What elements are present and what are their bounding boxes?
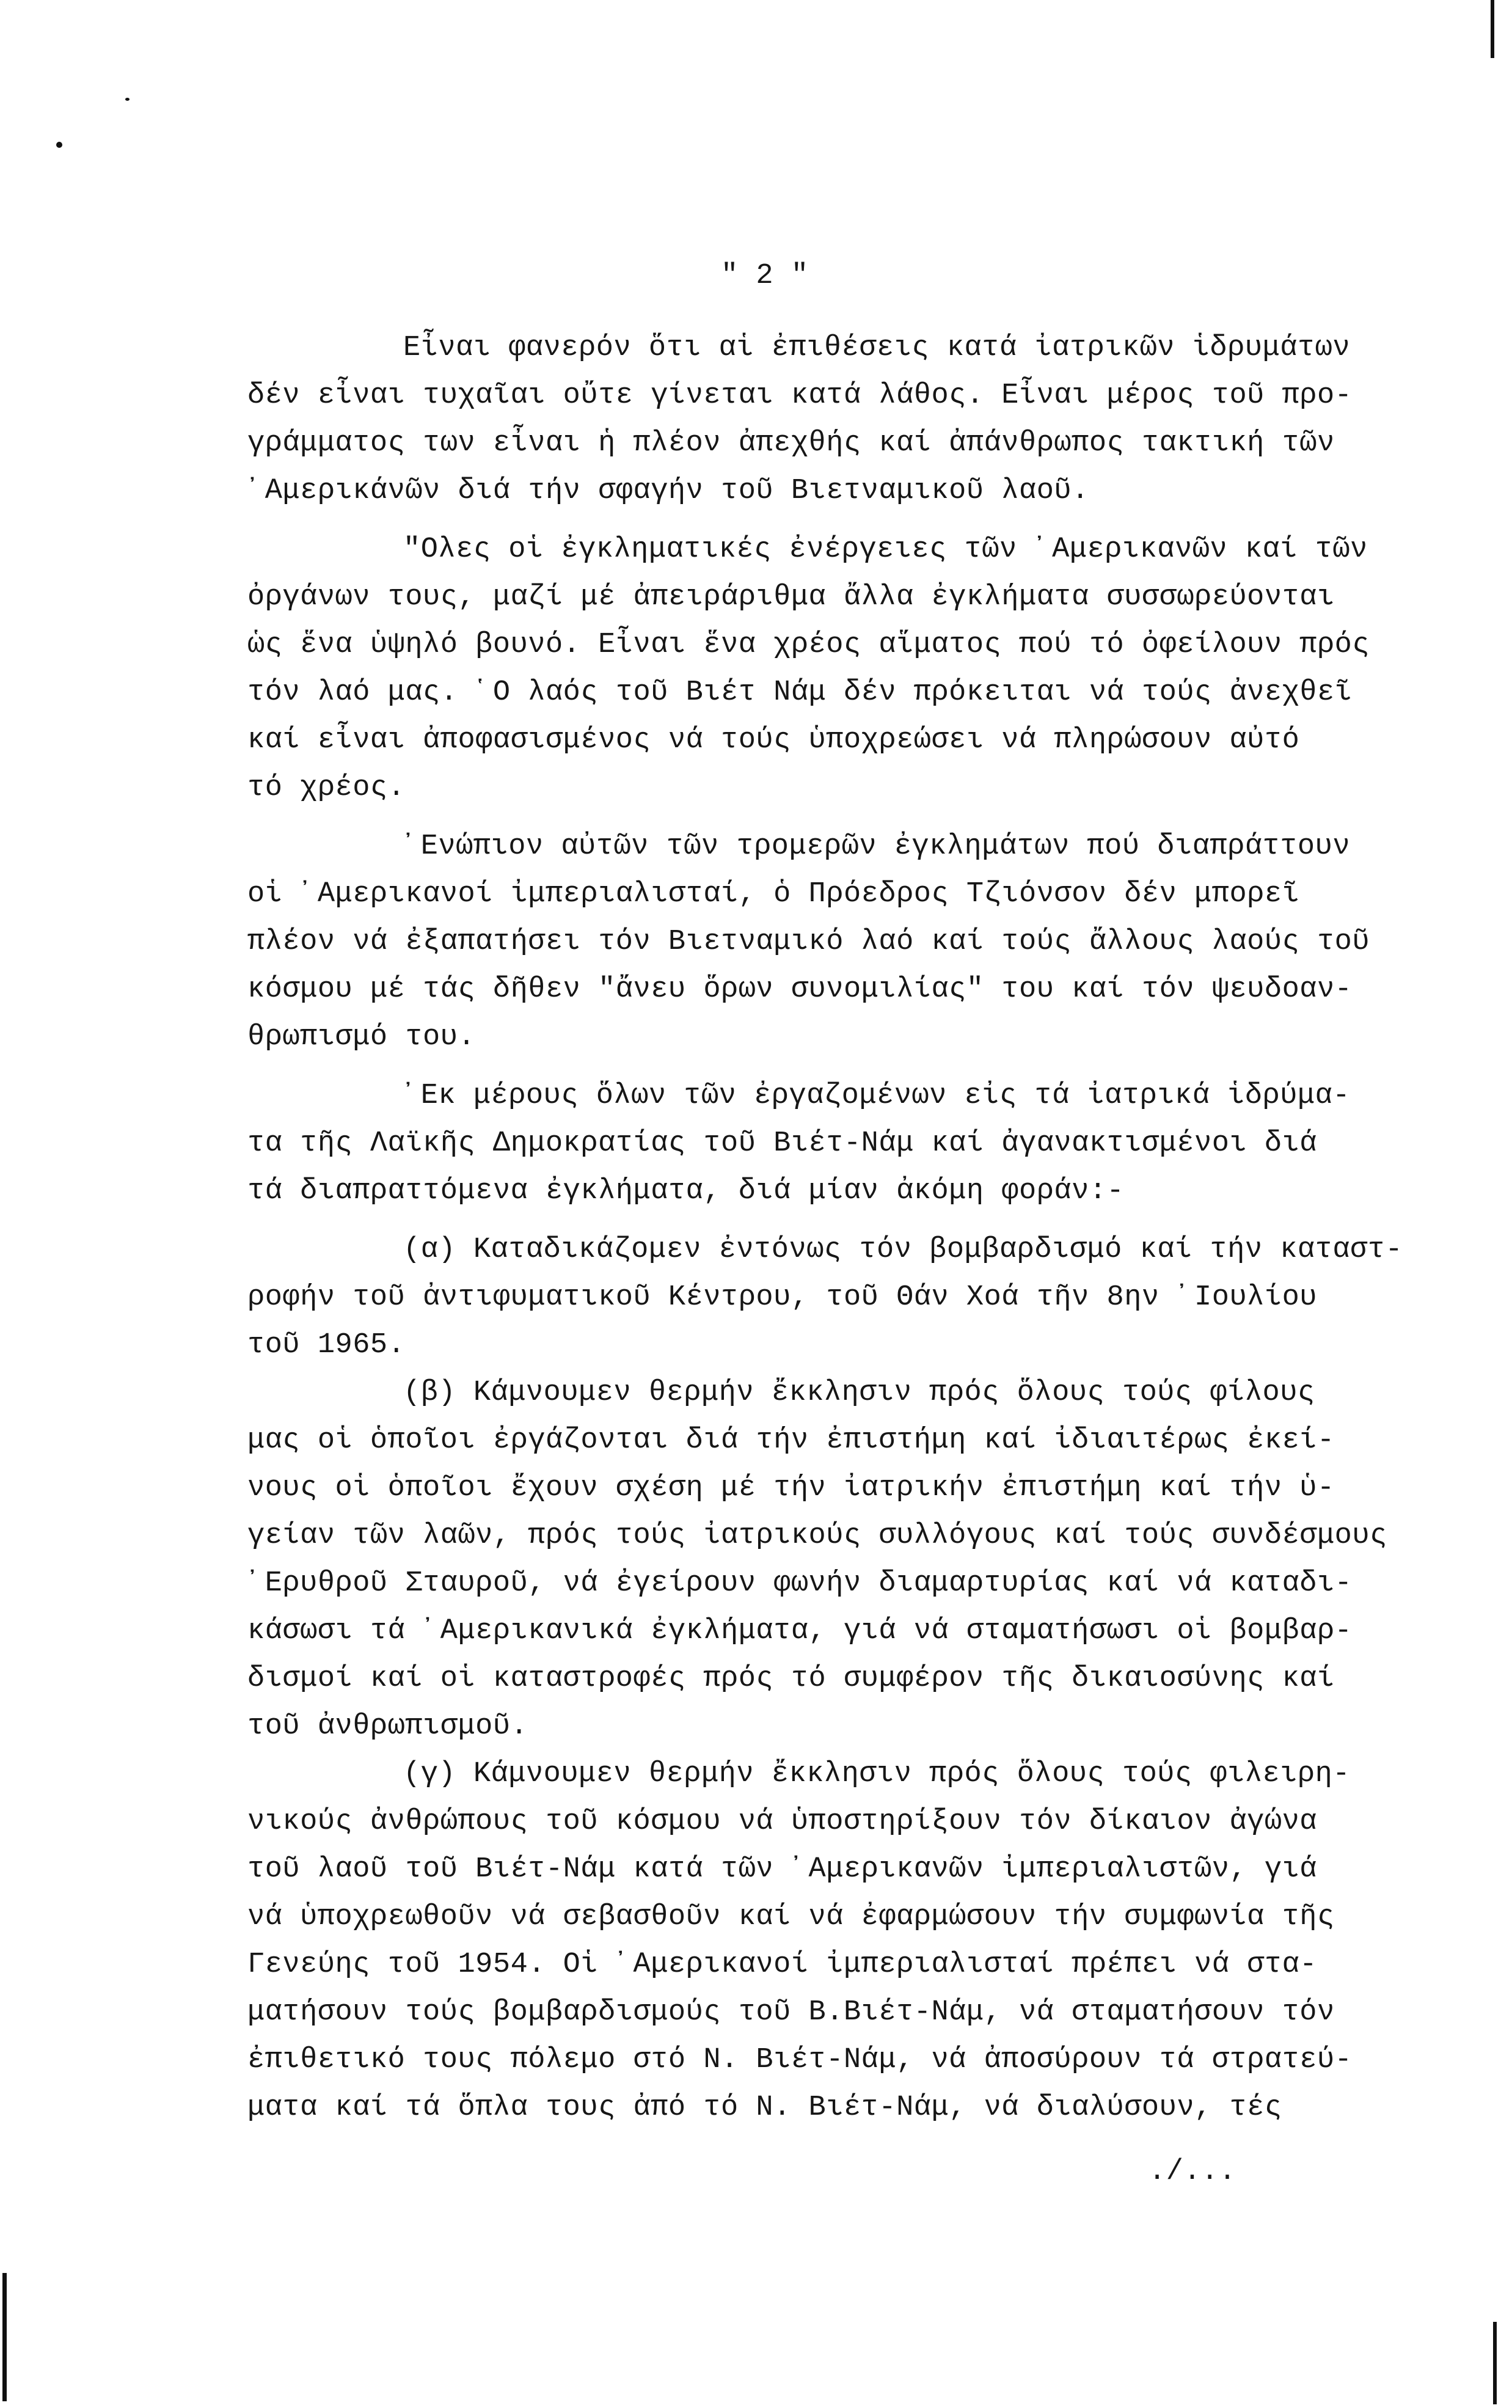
text-line: "Ολες οἱ ἐγκληματικές ἐνέργειες τῶν ᾿Αμερικανῶν καί τῶν bbox=[403, 533, 1368, 566]
text-line: ὀργάνων τους, μαζί μέ ἀπειράριθμα ἄλλα ἐγκλήματα συσσωρεύονται bbox=[247, 581, 1335, 613]
text-line: δισμοί καί οἱ καταστροφές πρός τό συμφέρον τῆς δικαιοσύνης καί bbox=[247, 1663, 1335, 1695]
text-line: ᾿Αμερικάνῶν διά τήν σφαγήν τοῦ Βιετναμικοῦ λαοῦ. bbox=[247, 475, 1089, 507]
page-number: " 2 " bbox=[721, 260, 809, 292]
text-line: κόσμου μέ τάς δῆθεν "ἄνευ ὅρων συνομιλίας" του καί τόν ψευδοαν- bbox=[247, 973, 1353, 1006]
text-line: τόν λαό μας. ῾Ο λαός τοῦ Βιέτ Νάμ δέν πρόκειται νά τούς ἀνεχθεῖ bbox=[247, 676, 1353, 709]
text-line: οἱ ᾿Αμερικανοί ἰμπεριαλισταί, ὁ Πρόεδρος Τζιόνσον δέν μπορεῖ bbox=[247, 878, 1300, 910]
scan-edge-mark-bottom-right bbox=[1493, 2322, 1497, 2404]
scan-edge-mark-top-right bbox=[1491, 0, 1494, 58]
continuation-mark: ./... bbox=[1149, 2156, 1236, 2188]
text-line: τοῦ ἀνθρωπισμοῦ. bbox=[247, 1710, 528, 1743]
text-line: θρωπισμό του. bbox=[247, 1021, 476, 1053]
text-line: ᾿Ενώπιον αὐτῶν τῶν τρομερῶν ἐγκλημάτων πού διαπράττουν bbox=[403, 830, 1351, 863]
text-line: ᾿Εκ μέρους ὅλων τῶν ἐργαζομένων εἰς τά ἰατρικά ἱδρύμα- bbox=[403, 1080, 1351, 1112]
text-line: ματήσουν τούς βομβαρδισμούς τοῦ Β.Βιέτ-Νάμ, νά σταματήσουν τόν bbox=[247, 1996, 1335, 2029]
text-line: ᾿Ερυθροῦ Σταυροῦ, νά ἐγείρουν φωνήν διαμαρτυρίας καί νά καταδι- bbox=[247, 1567, 1353, 1600]
text-line: (γ) Κάμνουμεν θερμήν ἔκκλησιν πρός ὅλους τούς φιλειρη- bbox=[403, 1758, 1351, 1790]
text-line: τοῦ λαοῦ τοῦ Βιέτ-Νάμ κατά τῶν ᾿Αμερικανῶν ἰμπεριαλιστῶν, γιά bbox=[247, 1853, 1317, 1886]
text-line: ροφήν τοῦ ἀντιφυματικοῦ Κέντρου, τοῦ Θάν Χοά τῆν 8ην ᾿Ιουλίου bbox=[247, 1281, 1317, 1314]
scan-edge-mark-bottom-left bbox=[2, 2273, 7, 2401]
text-line: ἐπιθετικό τους πόλεμο στό Ν. Βιέτ-Νάμ, νά ἀποσύρουν τά στρατεύ- bbox=[247, 2044, 1353, 2076]
text-line: τα τῆς Λαϊκῆς Δημοκρατίας τοῦ Βιέτ-Νάμ καί ἀγανακτισμένοι διά bbox=[247, 1127, 1317, 1160]
text-line: δέν εἶναι τυχαῖαι οὔτε γίνεται κατά λάθος. Εἶναι μέρος τοῦ προ- bbox=[247, 379, 1353, 412]
text-line: ματα καί τά ὅπλα τους ἀπό τό Ν. Βιέτ-Νάμ, νά διαλύσουν, τές bbox=[247, 2091, 1282, 2124]
text-line: τοῦ 1965. bbox=[247, 1329, 406, 1361]
text-line: πλέον νά ἐξαπατήσει τόν Βιετναμικό λαό καί τούς ἄλλους λαούς τοῦ bbox=[247, 926, 1370, 958]
text-line: κάσωσι τά ᾿Αμερικανικά ἐγκλήματα, γιά νά σταματήσωσι οἱ βομβαρ- bbox=[247, 1615, 1353, 1647]
text-line: τό χρέος. bbox=[247, 772, 406, 804]
scan-speck bbox=[56, 142, 62, 148]
text-line: Εἶναι φανερόν ὅτι αἱ ἐπιθέσεις κατά ἰατρικῶν ἱδρυμάτων bbox=[403, 332, 1351, 364]
text-line: νους οἱ ὁποῖοι ἔχουν σχέση μέ τήν ἰατρικήν ἐπιστήμη καί τήν ὑ- bbox=[247, 1472, 1335, 1504]
text-line: (α) Καταδικάζομεν ἐντόνως τόν βομβαρδισμό καί τήν καταστ- bbox=[403, 1234, 1403, 1266]
text-line: νά ὑποχρεωθοῦν νά σεβασθοῦν καί νά ἐφαρμώσουν τήν συμφωνία τῆς bbox=[247, 1901, 1335, 1933]
text-line: (β) Κάμνουμεν θερμήν ἔκκλησιν πρός ὅλους τούς φίλους bbox=[403, 1377, 1315, 1409]
text-line: καί εἶναι ἀποφασισμένος νά τούς ὑποχρεώσει νά πληρώσουν αὐτό bbox=[247, 724, 1300, 756]
text-line: τά διαπραττόμενα ἐγκλήματα, διά μίαν ἀκόμη φοράν:- bbox=[247, 1175, 1125, 1207]
scan-speck bbox=[125, 98, 130, 101]
text-line: γράμματος των εἶναι ἡ πλέον ἀπεχθής καί ἀπάνθρωπος τακτική τῶν bbox=[247, 427, 1335, 459]
text-line: μας οἱ ὁποῖοι ἐργάζονται διά τήν ἐπιστήμη καί ἰδιαιτέρως ἐκεί- bbox=[247, 1424, 1335, 1457]
text-line: γείαν τῶν λαῶν, πρός τούς ἰατρικούς συλλόγους καί τούς συνδέσμους bbox=[247, 1520, 1387, 1552]
text-line: Γενεύης τοῦ 1954. Οἱ ᾿Αμερικανοί ἰμπεριαλισταί πρέπει νά στα- bbox=[247, 1949, 1317, 1981]
text-line: νικούς ἀνθρώπους τοῦ κόσμου νά ὑποστηρίξουν τόν δίκαιον ἀγώνα bbox=[247, 1806, 1317, 1838]
text-line: ὡς ἕνα ὑψηλό βουνό. Εἶναι ἕνα χρέος αἵματος πού τό ὀφείλουν πρός bbox=[247, 629, 1370, 661]
